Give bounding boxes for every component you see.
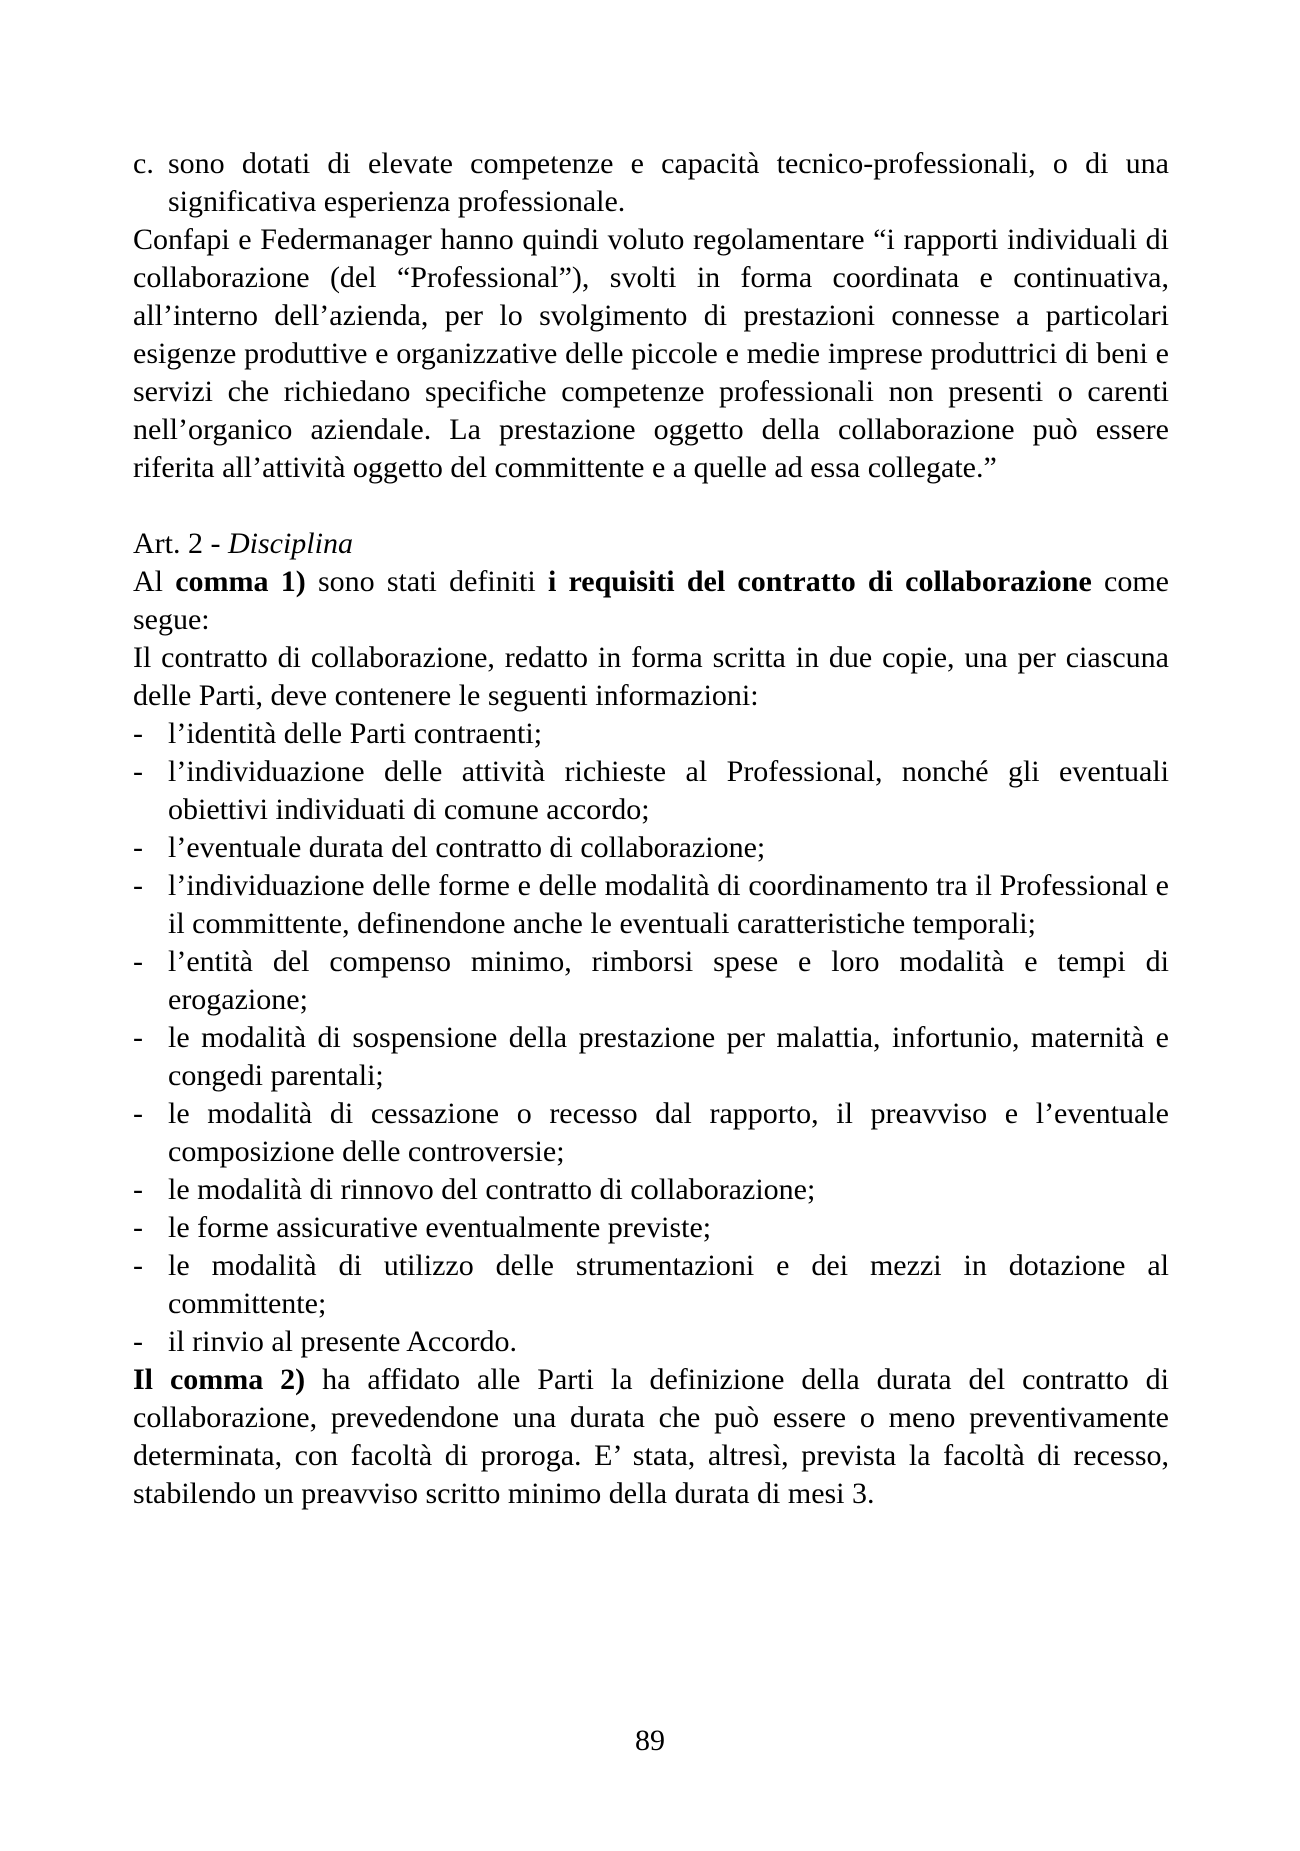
dash-item-text: l’entità del compenso minimo, rimborsi spese e loro modalità e tempi di erogazione;: [168, 945, 1169, 1016]
list-item-c-marker: c.: [133, 147, 154, 180]
dash-marker: -: [133, 831, 143, 864]
dash-item-text: l’individuazione delle attività richieste al Professional, nonché gli eventuali obiettivi individuati di comune accordo;: [168, 755, 1169, 826]
paragraph-comma2: [133, 1361, 1169, 1513]
dash-item-text: le forme assicurative eventualmente previste;: [168, 1211, 712, 1244]
dash-list-item: [133, 943, 1169, 1019]
dash-list-item: [133, 1247, 1169, 1323]
dash-marker: -: [133, 945, 143, 978]
comma1-pre: Al: [133, 565, 176, 598]
page-number: 89: [635, 1724, 665, 1757]
dash-marker: -: [133, 1249, 143, 1282]
dash-list-item: [133, 715, 1169, 753]
article-heading-prefix: Art. 2 -: [133, 527, 228, 560]
dash-marker: -: [133, 1325, 143, 1358]
page-content: [133, 145, 1169, 1513]
paragraph-contract: Il contratto di collaborazione, redatto in forma scritta in due copie, una per ciascuna delle Parti, deve contenere le seguenti informazioni:: [133, 641, 1169, 712]
comma1-bold-label: comma 1): [175, 565, 306, 598]
comma2-text: ha affidato alle Parti la definizione della durata del contratto di collaborazione, prevedendone una durata che può essere o meno preventivamente determinata, con facoltà di proroga. E’ stata, altresì, prevista la facoltà di recesso, stabilendo un preavviso scritto minimo della durata di mesi 3.: [133, 1363, 1170, 1510]
comma1-post: come segue:: [133, 565, 1169, 636]
paragraph-comma1: [133, 563, 1169, 639]
dash-list-item: [133, 1323, 1169, 1361]
comma2-bold-label: Il comma 2): [133, 1363, 306, 1396]
dash-marker: -: [133, 1173, 143, 1206]
list-item-c: [133, 145, 1169, 221]
dash-list-item: [133, 1171, 1169, 1209]
dash-item-text: il rinvio al presente Accordo.: [168, 1325, 518, 1358]
list-item-c-text: sono dotati di elevate competenze e capacità tecnico-professionali, o di una significativa esperienza professionale.: [168, 147, 1169, 218]
dash-marker: -: [133, 1097, 143, 1130]
comma1-mid: sono stati definiti: [305, 565, 548, 598]
dash-item-text: le modalità di rinnovo del contratto di collaborazione;: [168, 1173, 816, 1206]
dash-list-item: [133, 753, 1169, 829]
dash-list-item: [133, 867, 1169, 943]
dash-list-item: [133, 1209, 1169, 1247]
dash-item-text: l’individuazione delle forme e delle modalità di coordinamento tra il Professional e il committente, definendone anche le eventuali caratteristiche temporali;: [168, 869, 1169, 940]
dash-marker: -: [133, 1211, 143, 1244]
dash-marker: -: [133, 1021, 143, 1054]
paragraph-confapi: Confapi e Federmanager hanno quindi voluto regolamentare “i rapporti individuali di collaborazione (del “Professional”), svolti in forma coordinata e continuativa, all’interno dell’azienda, per lo svolgimento di prestazioni connesse a particolari esigenze produttive e organizzative delle piccole e medie imprese produttrici di beni e servizi che richiedano specifiche competenze professionali non presenti o carenti nell’organico aziendale. La prestazione oggetto della collaborazione può essere riferita all’attività oggetto del committente e a quelle ad essa collegate.”: [133, 223, 1169, 484]
dash-marker: -: [133, 869, 143, 902]
dash-item-text: le modalità di cessazione o recesso dal rapporto, il preavviso e l’eventuale composizione delle controversie;: [168, 1097, 1169, 1168]
dash-list-item: [133, 1095, 1169, 1171]
article-heading: [133, 525, 1169, 563]
dash-marker: -: [133, 717, 143, 750]
dash-item-text: l’eventuale durata del contratto di collaborazione;: [168, 831, 766, 864]
dash-item-text: le modalità di sospensione della prestazione per malattia, infortunio, maternità e congedi parentali;: [168, 1021, 1169, 1092]
dash-item-text: l’identità delle Parti contraenti;: [168, 717, 543, 750]
comma1-bold-requisiti: i requisiti del contratto di collaborazione: [547, 565, 1092, 598]
dash-item-text: le modalità di utilizzo delle strumentazioni e dei mezzi in dotazione al committente;: [168, 1249, 1169, 1320]
dash-list-item: [133, 829, 1169, 867]
dash-marker: -: [133, 755, 143, 788]
dash-list-item: [133, 1019, 1169, 1095]
article-heading-title: Disciplina: [227, 527, 353, 560]
